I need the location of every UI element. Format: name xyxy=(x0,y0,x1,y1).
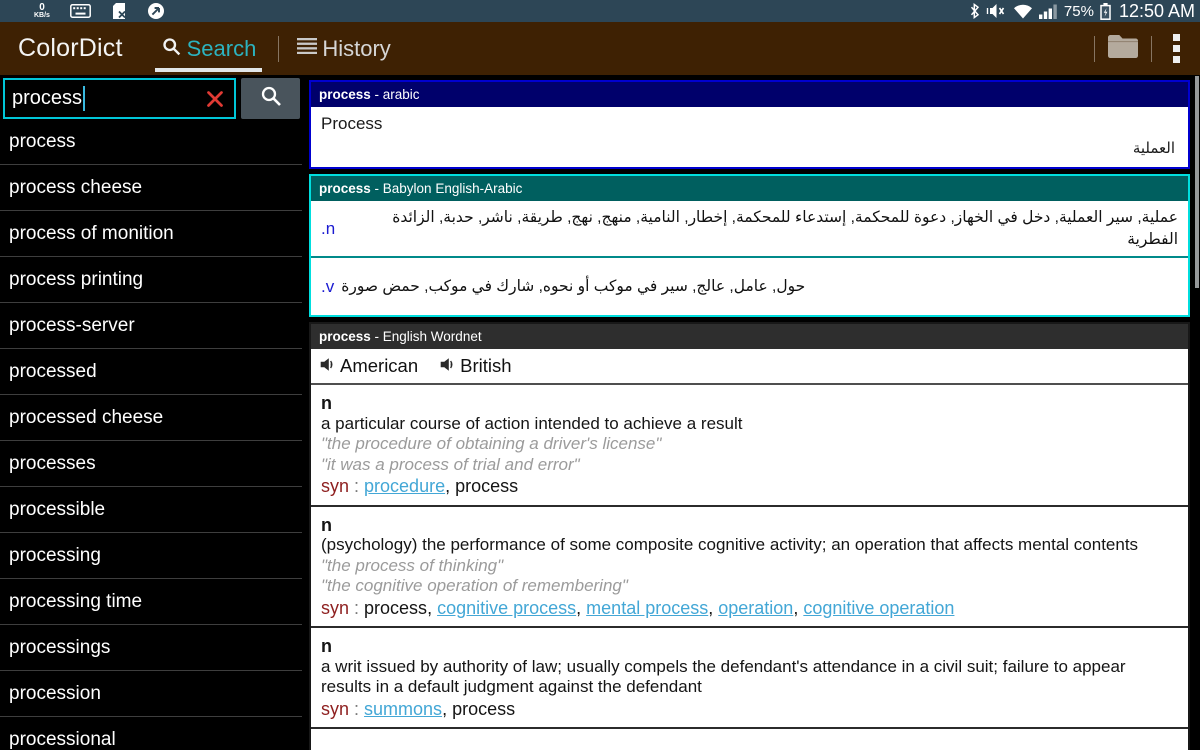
synonym-line: syn : summons, process xyxy=(321,698,516,719)
status-right-cluster xyxy=(969,1,1200,22)
suggestion-item[interactable]: processible xyxy=(0,487,302,533)
synonym-text: process xyxy=(455,476,519,496)
audio-label: American xyxy=(340,355,419,376)
definition: a writ issued by authority of law; usually compels the defendant's attendance in a civil suit; failure to appear results in a default judgment against the defendant xyxy=(321,656,1126,696)
card-header: process - Babylon English-Arabic xyxy=(311,176,1188,201)
dict-card-babylon-english-arabic xyxy=(309,174,1190,317)
translation-en: Process xyxy=(321,114,383,133)
synonym-label: syn xyxy=(321,597,350,618)
suggestion-item[interactable]: processing xyxy=(0,533,302,579)
speaker-icon xyxy=(318,355,336,377)
example-quote: "the process of thinking" xyxy=(321,555,504,575)
partial-next-entry xyxy=(311,729,1188,750)
suggestion-item[interactable]: procession xyxy=(0,671,302,717)
translation-ar: العملية xyxy=(1132,140,1175,157)
card-body xyxy=(311,107,1188,167)
app-bar xyxy=(0,22,1200,75)
signal-icon xyxy=(1039,4,1058,19)
suggestion-item[interactable]: processional xyxy=(0,717,302,750)
app-title: ColorDict xyxy=(18,34,123,62)
battery-charging-icon xyxy=(1100,3,1111,20)
search-row xyxy=(3,78,300,119)
suggestion-item[interactable]: processed xyxy=(0,349,302,395)
part-of-speech: n. xyxy=(321,218,336,238)
tab-history-label: History xyxy=(322,35,391,61)
synonym-link[interactable]: cognitive process xyxy=(437,597,577,618)
synonym-line: syn : process, cognitive process, mental process, operation, cognitive operation xyxy=(321,597,955,618)
suggestion-list xyxy=(0,119,302,750)
overflow-menu-button[interactable] xyxy=(1152,22,1200,75)
dict-card-english-wordnet xyxy=(309,322,1190,750)
search-submit-button[interactable] xyxy=(241,78,300,119)
example-quote: "it was a process of trial and error" xyxy=(321,454,580,474)
network-speed-indicator xyxy=(34,1,50,20)
synonym-text: process xyxy=(364,597,428,618)
search-input[interactable] xyxy=(3,78,236,119)
card-header: process - arabic xyxy=(311,82,1188,107)
part-of-speech: v. xyxy=(321,276,335,296)
speaker-icon xyxy=(438,355,456,377)
search-icon xyxy=(161,36,182,62)
synonym-link[interactable]: mental process xyxy=(586,597,709,618)
audio-button-american[interactable] xyxy=(318,355,418,377)
definition: a particular course of action intended to achieve a result xyxy=(321,413,743,433)
tab-history[interactable] xyxy=(293,22,394,75)
dict-card-arabic xyxy=(309,80,1190,169)
overflow-menu-icon xyxy=(1173,34,1180,41)
tab-search-label: Search xyxy=(186,35,257,61)
babylon-entry xyxy=(311,201,1188,258)
open-folder-button[interactable] xyxy=(1095,22,1151,75)
card-headword: process xyxy=(319,87,371,102)
translation-ar: عملية, سير العملية, دخل في الخهاز, دعوة للمحكمة, إستدعاء للمحكمة, إخطار, النامية, منهج, نهج, طريقة, ناشر, حدبة, الزائدة الفطرية xyxy=(392,208,1178,248)
audio-row xyxy=(311,349,1188,385)
suggestion-item[interactable]: process-server xyxy=(0,303,302,349)
clear-search-button[interactable] xyxy=(203,87,227,111)
suggestion-item[interactable]: process cheese xyxy=(0,165,302,211)
definition: (psychology) the performance of some composite cognitive activity; an operation that affects mental contents xyxy=(321,535,1139,554)
babylon-entry xyxy=(311,258,1188,315)
clear-x-icon xyxy=(205,89,225,109)
search-icon xyxy=(259,84,283,113)
example-quote: "the cognitive operation of remembering" xyxy=(321,576,628,595)
status-left-cluster xyxy=(0,2,165,20)
synonym-link[interactable]: operation xyxy=(718,597,794,618)
search-query-text: process xyxy=(12,87,83,109)
synonym-separator: : xyxy=(349,698,365,719)
search-panel xyxy=(0,75,302,750)
folder-icon xyxy=(1106,33,1140,65)
wordnet-entry xyxy=(311,385,1188,507)
card-headword: process xyxy=(319,329,371,344)
sdcard-missing-icon xyxy=(111,2,127,20)
synonym-line: syn : procedure, process xyxy=(321,476,519,496)
part-of-speech: n xyxy=(321,514,332,535)
clock: 12:50 AM xyxy=(1118,0,1195,21)
translation-ar: حول, عامل, عالج, سير في موكب أو نحوه, شارك في موكب, حمض صورة xyxy=(341,277,806,295)
app-bar-actions xyxy=(1094,22,1200,75)
audio-button-british[interactable] xyxy=(438,355,511,377)
synonym-link[interactable]: cognitive operation xyxy=(803,597,955,618)
bluetooth-icon xyxy=(969,3,980,19)
suggestion-item[interactable]: processed cheese xyxy=(0,395,302,441)
wordnet-entry xyxy=(311,628,1188,729)
status-bar xyxy=(0,0,1200,22)
keyboard-icon xyxy=(70,4,91,18)
list-icon xyxy=(297,38,317,59)
main-content xyxy=(0,75,1200,750)
synonym-separator: : xyxy=(349,476,365,496)
suggestion-item[interactable]: process of monition xyxy=(0,211,302,257)
synonym-label: syn xyxy=(321,476,350,496)
network-speed-value: 0 xyxy=(39,1,45,13)
scrollbar[interactable] xyxy=(1195,76,1199,288)
wordnet-entry xyxy=(311,507,1188,629)
suggestion-item[interactable]: process xyxy=(0,119,302,165)
suggestion-item[interactable]: processings xyxy=(0,625,302,671)
part-of-speech: n xyxy=(321,636,332,656)
part-of-speech: n xyxy=(321,393,332,413)
battery-percent: 75% xyxy=(1063,2,1094,20)
synonym-link[interactable]: summons xyxy=(364,698,443,719)
synonym-label: syn xyxy=(321,698,350,719)
network-speed-unit: KB/s xyxy=(34,11,50,19)
tab-divider xyxy=(278,36,279,62)
card-headword: process xyxy=(319,181,371,196)
suggestion-item[interactable]: process printing xyxy=(0,257,302,303)
suggestion-item[interactable]: processes xyxy=(0,441,302,487)
card-header: process - English Wordnet xyxy=(311,324,1188,349)
vibrate-mute-icon xyxy=(986,3,1007,19)
synonym-text: process xyxy=(452,698,516,719)
synonym-separator: : xyxy=(349,597,365,618)
audio-label: British xyxy=(460,355,512,376)
results-panel xyxy=(302,75,1200,750)
tab-search[interactable] xyxy=(155,22,263,75)
example-quote: "the procedure of obtaining a driver's license" xyxy=(321,434,662,453)
data-circle-icon xyxy=(147,2,165,20)
text-cursor xyxy=(83,86,85,111)
suggestion-item[interactable]: processing time xyxy=(0,579,302,625)
wifi-icon xyxy=(1013,4,1033,19)
synonym-link[interactable]: procedure xyxy=(364,476,446,496)
